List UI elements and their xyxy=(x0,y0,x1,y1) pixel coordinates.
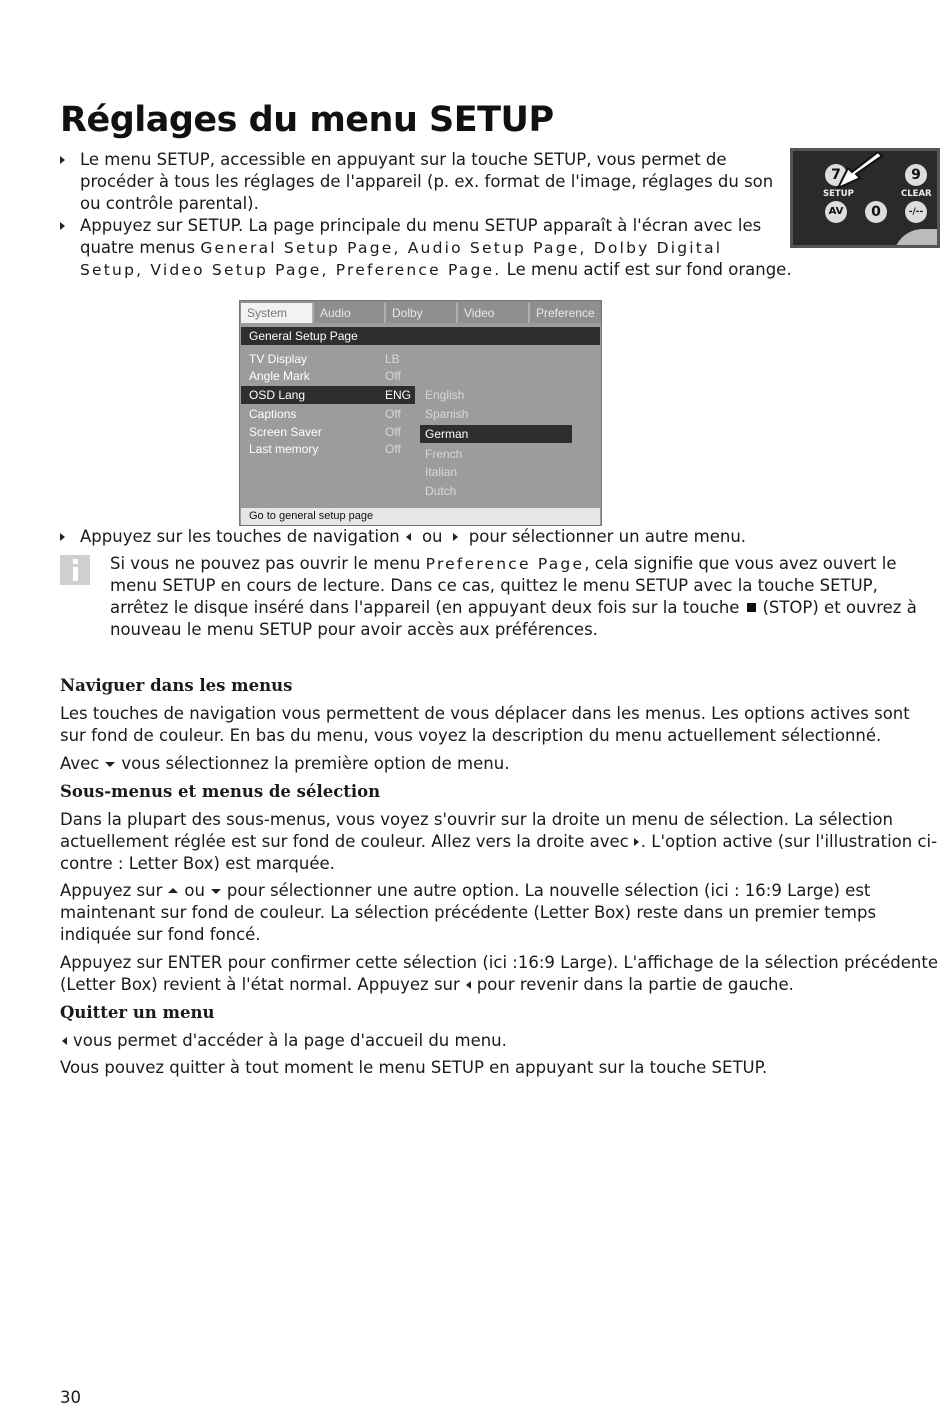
section-paragraph xyxy=(60,809,940,875)
para-text: Appuyez sur ENTER pour confirmer cette sélection (ici :16:9 Large). L'affichage de la sélection précédente (Letter Box) revient à l'état normal. Appuyez sur xyxy=(60,953,938,994)
intro-line: procéder à tous les réglages de l'appareil (p. ex. format de l'image, réglages du son xyxy=(80,172,774,191)
nav-text: Appuyez sur les touches de navigation xyxy=(80,527,400,546)
para-text: Avec xyxy=(60,754,100,773)
section-paragraph xyxy=(60,753,940,775)
remote-clear-label: CLEAR xyxy=(901,189,932,199)
menu-row-value: ENG xyxy=(385,388,412,402)
tab-video: Video xyxy=(458,303,530,323)
tab-system: System xyxy=(241,303,314,323)
para-text: ou xyxy=(184,881,205,900)
note-menu-name: Preference Page xyxy=(425,555,585,573)
down-arrow-icon xyxy=(105,762,115,767)
menu-row-label: Last memory xyxy=(249,442,319,456)
tab-preference: Preference xyxy=(536,306,595,320)
page-number: 30 xyxy=(60,1388,81,1407)
para-text: pour revenir dans la partie de gauche. xyxy=(476,975,794,994)
remote-key-av: AV xyxy=(825,201,847,223)
info-icon xyxy=(60,555,90,585)
nav-text: ou xyxy=(421,527,443,546)
menu-row-label: OSD Lang xyxy=(249,388,306,402)
note-text: Si vous ne pouvez pas ouvrir le menu xyxy=(110,554,426,573)
bullet-arrow-icon xyxy=(60,222,65,230)
intro-text: quatre menus xyxy=(80,238,201,257)
left-arrow-icon xyxy=(62,1037,67,1045)
pointer-arrow-icon xyxy=(836,152,886,194)
remote-setup-label: SETUP xyxy=(823,189,854,199)
menu-option-selected: German xyxy=(420,425,572,443)
menu-option: French xyxy=(425,447,463,461)
menu-option: Dutch xyxy=(425,484,457,498)
up-arrow-icon xyxy=(168,888,178,893)
section-paragraph xyxy=(60,880,940,946)
tab-audio: Audio xyxy=(314,303,386,323)
stop-icon xyxy=(747,603,756,612)
left-arrow-icon xyxy=(406,533,411,541)
para-text: vous sélectionnez la première option de menu. xyxy=(121,754,510,773)
section-paragraph xyxy=(60,952,940,996)
remote-key-0: 0 xyxy=(865,201,887,223)
section-paragraph: Les touches de navigation vous permettent de vous déplacer dans les menus. Les options actives sont sur fond de couleur. En bas du menu, vous voyez la description du menu actuellement sélectionné. xyxy=(60,704,910,745)
section-heading-navigate: Naviguer dans les menus xyxy=(60,676,293,695)
section-paragraph xyxy=(60,1030,940,1052)
info-note xyxy=(110,553,930,641)
para-text: Dans la plupart des sous-menus, vous voyez s'ouvrir sur la droite un menu de sélection. La sélection actuellement réglée est sur fond de couleur. Allez vers la droite avec xyxy=(60,810,893,851)
intro-line: Appuyez sur SETUP. La page principale du menu SETUP apparaît à l'écran avec les xyxy=(80,216,762,235)
menu-names: Setup, Video Setup Page, Preference Page. xyxy=(80,261,502,279)
menu-row-label: Captions xyxy=(249,407,297,421)
menu-row-label: Angle Mark xyxy=(249,369,310,383)
para-text: Appuyez sur xyxy=(60,881,163,900)
menu-row-selected xyxy=(241,386,415,404)
menu-row-value: Off xyxy=(385,407,401,421)
para-text: vous permet d'accéder à la page d'accueil du menu. xyxy=(73,1031,507,1050)
down-arrow-icon xyxy=(211,889,221,894)
menu-row-value: Off xyxy=(385,425,401,439)
intro-line: Le menu SETUP, accessible en appuyant sur la touche SETUP, vous permet de xyxy=(80,150,727,169)
menu-row xyxy=(241,405,415,423)
nav-text: pour sélectionner un autre menu. xyxy=(468,527,747,546)
intro-text: Le menu actif est sur fond orange. xyxy=(501,260,792,279)
section-paragraph: Vous pouvez quitter à tout moment le menu SETUP en appuyant sur la touche SETUP. xyxy=(60,1058,768,1077)
section-heading-submenus: Sous-menus et menus de sélection xyxy=(60,782,381,801)
note-text: (STOP) et ouvrez à nouveau le menu SETUP pour avoir accès aux préférences. xyxy=(110,598,917,639)
menu-option: English xyxy=(425,388,465,402)
remote-edge xyxy=(893,229,940,248)
menu-header: General Setup Page xyxy=(241,327,600,345)
para-text: . L'option active (sur l'illustration ci-contre : Letter Box) est marquée. xyxy=(60,832,938,873)
menu-footer: Go to general setup page xyxy=(241,508,600,525)
menu-row-label: TV Display xyxy=(249,352,308,366)
right-arrow-icon xyxy=(634,838,639,846)
menu-tab-bar xyxy=(240,301,601,323)
note-text: , cela signifie que vous avez ouvert le menu SETUP en cours de lecture. Dans ce cas, quittez le menu SETUP avec la touche SETUP, arrêtez le disque inséré dans l'appareil (en appuyant deux fois sur la touche xyxy=(110,554,897,617)
menu-names: General Setup Page, Audio Setup Page, Dolby Digital xyxy=(200,239,723,257)
bullet-arrow-icon xyxy=(60,156,65,164)
remote-key-dash: -/-- xyxy=(905,201,927,223)
menu-row xyxy=(241,423,415,441)
left-arrow-icon xyxy=(466,981,471,989)
para-text: pour sélectionner une autre option. La nouvelle sélection (ici : 16:9 Large) est maintenant sur fond de couleur. La sélection précédente (Letter Box) reste dans un premier temps indiquée sur fond foncé. xyxy=(60,881,877,944)
intro-line: ou contrôle parental). xyxy=(80,194,259,213)
menu-row-value: Off xyxy=(385,369,401,383)
remote-key-7: 7 xyxy=(825,164,847,186)
menu-row-value: Off xyxy=(385,442,401,456)
menu-row xyxy=(241,367,415,385)
menu-option: Italian xyxy=(425,465,458,479)
setup-menu-screenshot xyxy=(239,300,602,526)
page-title: Réglages du menu SETUP xyxy=(60,100,554,140)
menu-row xyxy=(241,350,415,368)
right-arrow-icon xyxy=(453,533,458,541)
bullet-arrow-icon xyxy=(60,533,65,541)
menu-row xyxy=(241,440,415,458)
menu-row-label: Screen Saver xyxy=(249,425,322,439)
remote-key-9: 9 xyxy=(905,164,927,186)
section-heading-quit: Quitter un menu xyxy=(60,1003,215,1022)
menu-option: Spanish xyxy=(425,407,469,421)
tab-dolby: Dolby xyxy=(386,303,458,323)
menu-row-value: LB xyxy=(385,352,400,366)
